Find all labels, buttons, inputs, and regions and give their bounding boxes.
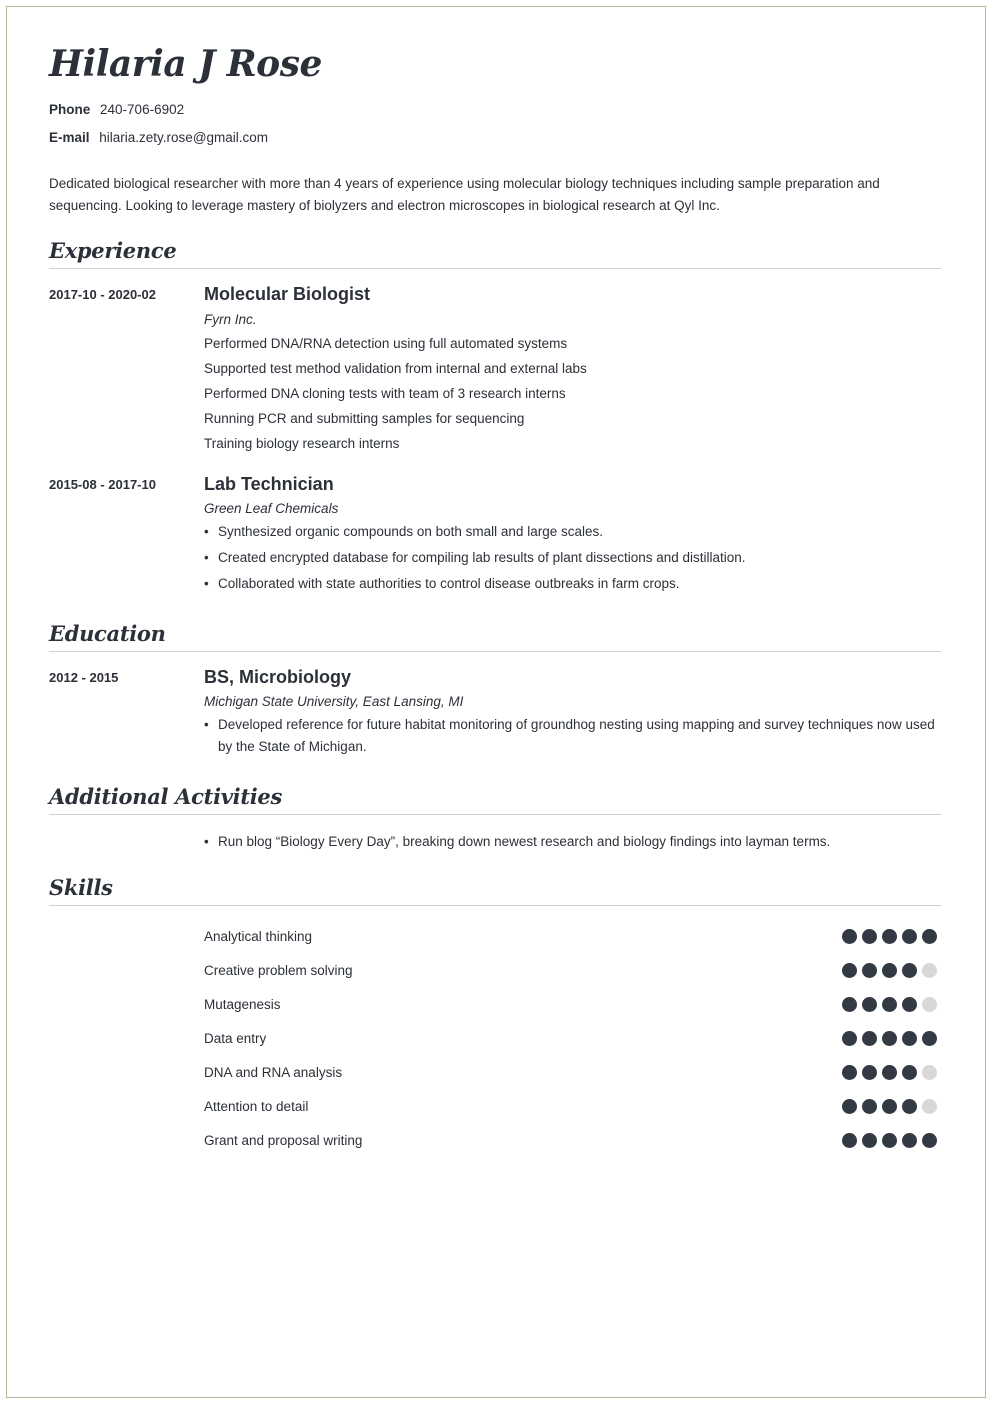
section-title-skills: Skills [49,874,113,900]
rating-dot [882,997,897,1012]
skill-row [204,920,941,954]
skill-name: Analytical thinking [204,929,313,945]
skill-row [204,1022,941,1056]
skill-name: Data entry [204,1031,267,1047]
contact-phone [49,101,941,119]
skill-rating [842,963,941,978]
rating-dot [922,1099,937,1114]
education-entry [49,666,941,762]
skill-rating [842,929,941,944]
list-item: • Run blog “Biology Every Day”, breaking down newest research and biology findings into layman terms. [204,831,941,853]
rating-dot [862,929,877,944]
experience-entry [49,283,941,456]
rating-dot [922,1065,937,1080]
rating-dot [902,1031,917,1046]
section-divider [49,651,941,652]
entry-line: Running PCR and submitting samples for sequencing [204,410,525,426]
experience-entry [49,473,941,599]
skill-rating [842,1031,941,1046]
list-item: • Collaborated with state authorities to control disease outbreaks in farm crops. [204,573,941,595]
rating-dot [902,997,917,1012]
section-divider [49,905,941,906]
rating-dot [862,1133,877,1148]
entry-body [204,473,941,599]
rating-dot [842,997,857,1012]
skill-row [204,1090,941,1124]
skills-list [204,920,941,1158]
entry-organization: Green Leaf Chemicals [204,501,339,517]
contact-email [49,129,941,147]
skill-row [204,1124,941,1158]
entry-line: Performed DNA cloning tests with team of 3 research interns [204,385,566,401]
rating-dot [922,929,937,944]
contact-phone-label: Phone [49,101,91,117]
section-skills [49,875,941,1158]
rating-dot [882,1133,897,1148]
skill-name: Attention to detail [204,1099,309,1115]
rating-dot [882,963,897,978]
skill-row [204,988,941,1022]
rating-dot [842,1065,857,1080]
rating-dot [882,929,897,944]
rating-dot [922,1031,937,1046]
entry-body [204,666,941,762]
resume-page [6,6,986,1398]
entry-date: 2012 - 2015 [49,669,119,685]
contact-phone-value: 240-706-6902 [100,101,185,117]
rating-dot [842,1099,857,1114]
rating-dot [842,1031,857,1046]
entry-organization: Michigan State University, East Lansing, MI [204,694,464,710]
skill-rating [842,1065,941,1080]
entry-title: Lab Technician [204,473,334,494]
skill-rating [842,1099,941,1114]
rating-dot [882,1031,897,1046]
section-divider [49,268,941,269]
summary-text: Dedicated biological researcher with more than 4 years of experience using molecular biology techniques including sample preparation and sequencing. Looking to leverage mastery of biolyzers and electron microscopes in biological research at Qyl Inc. [49,175,880,213]
activities-body [204,829,941,853]
rating-dot [922,963,937,978]
skill-name: DNA and RNA analysis [204,1065,343,1081]
rating-dot [842,929,857,944]
list-item: • Created encrypted database for compiling lab results of plant dissections and distillation. [204,547,941,569]
skill-name: Grant and proposal writing [204,1133,363,1149]
list-item: • Synthesized organic compounds on both small and large scales. [204,521,941,543]
rating-dot [922,1133,937,1148]
entry-date: 2015-08 - 2017-10 [49,476,156,492]
page-title: Hilaria J Rose [49,43,322,85]
contact-email-value: hilaria.zety.rose@gmail.com [99,130,269,146]
rating-dot [862,963,877,978]
rating-dot [842,1133,857,1148]
rating-dot [862,1065,877,1080]
section-additional-activities [49,784,941,853]
rating-dot [842,963,857,978]
entry-line: Training biology research interns [204,435,400,451]
entry-bullet-list [204,521,941,595]
rating-dot [902,963,917,978]
section-experience [49,238,941,598]
section-education [49,621,941,762]
skill-rating [842,1133,941,1148]
skill-row [204,1056,941,1090]
rating-dot [882,1065,897,1080]
entry-title: BS, Microbiology [204,666,352,687]
section-title-activities: Additional Activities [49,784,282,810]
skill-row [204,954,941,988]
rating-dot [862,1031,877,1046]
rating-dot [902,1099,917,1114]
list-item: • Developed reference for future habitat monitoring of groundhog nesting using mapping and survey techniques now used by the State of Michigan. [204,714,941,758]
entry-date: 2017-10 - 2020-02 [49,287,156,303]
resume-content [7,7,985,1158]
contact-email-label: E-mail [49,130,90,146]
rating-dot [902,1065,917,1080]
rating-dot [862,1099,877,1114]
rating-dot [922,997,937,1012]
section-title-education: Education [49,620,166,646]
entry-line: Supported test method validation from internal and external labs [204,360,587,376]
entry-line: Performed DNA/RNA detection using full automated systems [204,335,568,351]
section-title-experience: Experience [49,238,177,264]
skill-name: Creative problem solving [204,963,353,979]
skill-rating [842,997,941,1012]
rating-dot [902,929,917,944]
rating-dot [902,1133,917,1148]
activities-bullet-list [204,831,941,853]
entry-body [204,283,941,456]
rating-dot [882,1099,897,1114]
rating-dot [862,997,877,1012]
entry-organization: Fyrn Inc. [204,311,257,327]
entry-bullet-list [204,714,941,758]
section-divider [49,814,941,815]
entry-title: Molecular Biologist [204,284,371,305]
skill-name: Mutagenesis [204,997,281,1013]
